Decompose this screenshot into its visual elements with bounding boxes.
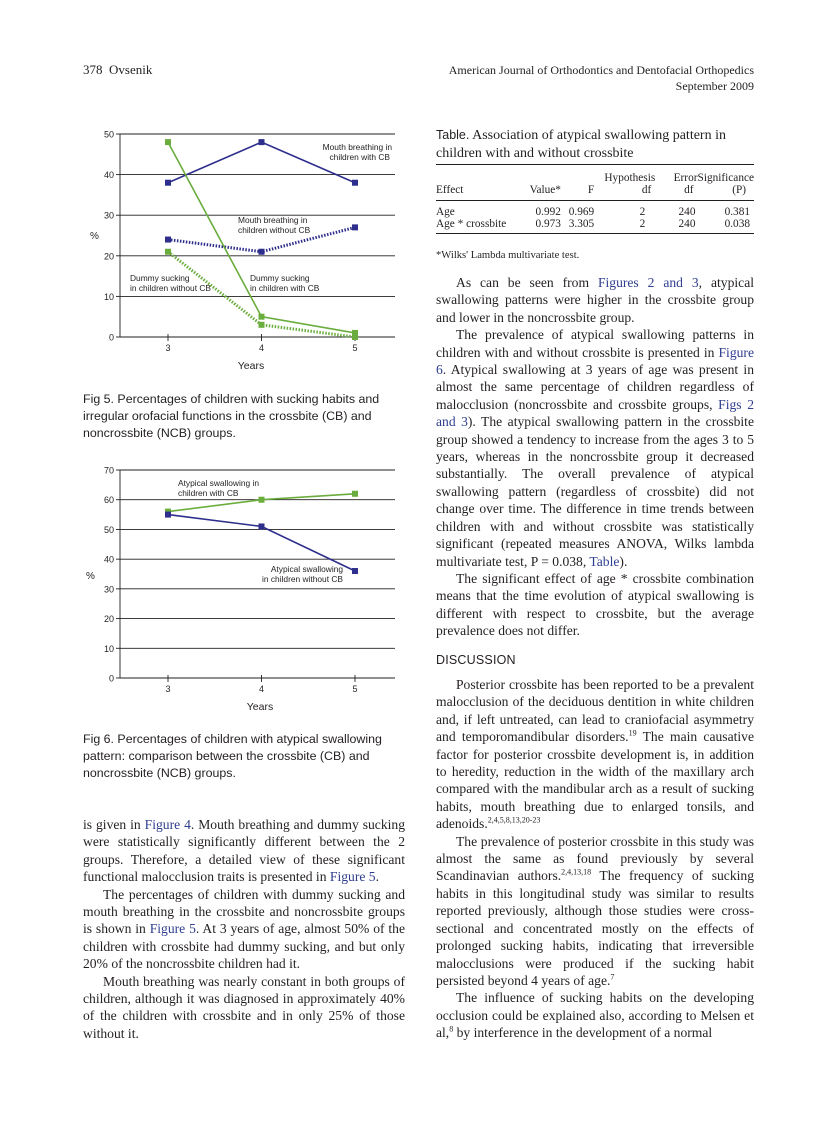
header-effect: Effect bbox=[436, 184, 511, 201]
statistics-table bbox=[436, 164, 754, 234]
figure-6-caption: Fig 6. Percentages of children with atypical swallowing pattern: comparison between the crossbite (CB) and noncrossbite (NCB) groups. bbox=[83, 732, 382, 780]
page-header-left bbox=[83, 62, 152, 78]
y-tick-label: 40 bbox=[103, 554, 114, 565]
data-point bbox=[165, 237, 171, 243]
header-error: Error bbox=[655, 165, 697, 185]
table-title bbox=[436, 126, 754, 163]
table-link[interactable]: Table bbox=[589, 553, 620, 569]
fig5-xlabel: Years bbox=[237, 360, 265, 372]
data-point bbox=[352, 491, 358, 497]
citation[interactable]: 7 bbox=[610, 972, 615, 982]
fig5-annotation: Mouth breathing in children with CB bbox=[322, 142, 392, 162]
fig6-annotation: Atypical swallowing in children with CB bbox=[178, 478, 259, 498]
journal-name: American Journal of Orthodontics and Dentofacial Orthopedics bbox=[448, 63, 754, 77]
data-point bbox=[352, 334, 358, 340]
fig5-annotations bbox=[130, 142, 392, 293]
y-tick-label: 20 bbox=[103, 251, 114, 262]
data-point bbox=[165, 180, 171, 186]
fig6-gridlines bbox=[104, 466, 395, 695]
data-point bbox=[259, 497, 265, 503]
figure-link[interactable]: Figure 5 bbox=[329, 869, 376, 885]
right-column-text bbox=[436, 274, 754, 640]
y-tick-label: 50 bbox=[103, 524, 114, 535]
x-tick-label: 3 bbox=[165, 684, 171, 694]
header-value: Value* bbox=[511, 184, 561, 201]
header-error-df: df bbox=[655, 184, 697, 201]
header-hypothesis-df: df bbox=[594, 184, 655, 201]
data-point bbox=[259, 322, 265, 328]
paragraph: is given in Figure 4. Mouth breathing and dummy sucking were statistically significantly different between the 2 groups. Therefore, a detailed view of these significant functional malocclusion traits is presented in Figure 5. bbox=[83, 817, 406, 885]
table-label: Table. bbox=[436, 128, 470, 142]
figure-link[interactable]: Figure 5 bbox=[149, 921, 196, 937]
data-point bbox=[352, 568, 358, 574]
y-tick-label: 30 bbox=[103, 584, 114, 595]
fig5-annotation: Dummy sucking in children with CB bbox=[250, 273, 320, 293]
table-row: Age * crossbite 0.973 3.305 2 240 0.038 bbox=[436, 218, 754, 234]
y-tick-label: 20 bbox=[103, 614, 114, 625]
data-point bbox=[165, 512, 171, 518]
figure-link[interactable]: Figure 6 bbox=[436, 344, 754, 378]
fig6-ylabel: % bbox=[86, 571, 95, 582]
left-column-text bbox=[83, 816, 405, 1042]
x-tick-label: 5 bbox=[352, 684, 358, 694]
y-tick-label: 0 bbox=[108, 673, 114, 684]
figure-link[interactable]: Figures 2 and 3 bbox=[597, 275, 699, 290]
y-tick-label: 10 bbox=[103, 291, 114, 302]
data-point bbox=[259, 139, 265, 145]
citation[interactable]: 2,4,13,18 bbox=[561, 867, 592, 877]
figure-5-caption: Fig 5. Percentages of children with sucking habits and irregular orofacial functions in the crossbite (CB) and noncrossbite (NCB) groups. bbox=[83, 392, 380, 440]
y-tick-label: 60 bbox=[103, 495, 114, 506]
series-line bbox=[168, 515, 355, 571]
paragraph: The prevalence of posterior crossbite in this study was almost the same as found previously by several Scandinavian authors.$^{2,4,13,18}$ The frequency of sucking habits in this longitudinal study was similar to results reported previously, although those studies were cross-sectional and concentrated mostly on the effects of prolonged sucking habits, indicating that irreversible malocclusions were produced if the sucking habit persisted beyond 4 years of age.$^7$ bbox=[436, 833, 754, 988]
paragraph: The prevalence of atypical swallowing patterns in children with and without crossbite is presented in Figure 6. Atypical swallowing at 3 years of age was present in almost the same percentage of children regardless of malocclusion (noncrossbite and crossbite groups, Figs 2 and 3). The atypical swallowing pattern in the crossbite group showed a tendency to increase from the ages 3 to 5 years, whereas in the noncrossbite group it decreased substantially. The overall prevalence of atypical swallowing pattern (regardless of crossbite) did not change over time. The difference in time trends between children with and without crossbite was statistically significant (repeated measures ANOVA, Wilks lambda multivariate test, P = 0.038, Table). bbox=[436, 327, 754, 569]
data-point bbox=[165, 249, 171, 255]
data-point bbox=[165, 139, 171, 145]
y-tick-label: 0 bbox=[108, 332, 114, 343]
table-row: Age 0.992 0.969 2 240 0.381 bbox=[436, 206, 750, 218]
data-point bbox=[352, 224, 358, 230]
fig5-series bbox=[165, 139, 358, 340]
paragraph: Mouth breathing was nearly constant in both groups of children, although it was diagnosed in approximately 40% of the children with crossbite and in only 25% of those without it. bbox=[83, 973, 405, 1041]
y-tick-label: 70 bbox=[103, 465, 114, 476]
data-point bbox=[259, 249, 265, 255]
header-hypothesis: Hypothesis bbox=[594, 165, 655, 185]
header-f: F bbox=[561, 184, 594, 201]
paragraph: Posterior crossbite has been reported to be a prevalent malocclusion of the deciduous dentition in white children and, if left untreated, can lead to craniofacial asymmetry and temporomandibular disorders.$^{19}$ The main causative factor for posterior crossbite development is, in addition to heredity, reduction in the width of the maxillary arch compared with the mandibular arch as a result of sucking habits, mouth breathing due to enlarged tonsils, and adenoids.$^{2,4,5,8,13,20-23}$ bbox=[436, 677, 754, 832]
figure-link[interactable]: Figure 4 bbox=[144, 817, 191, 832]
y-tick-label: 40 bbox=[103, 170, 114, 181]
paragraph: The percentages of children with dummy sucking and mouth breathing in the crossbite and noncrossbite groups is shown in Figure 5. At 3 years of age, almost 50% of the children with crossbite had dummy sucking, and but only 20% of the noncrossbite children had it. bbox=[83, 886, 405, 972]
x-tick-label: 3 bbox=[165, 343, 171, 353]
header-significance-p: (P) bbox=[697, 184, 754, 201]
x-tick-label: 4 bbox=[258, 684, 265, 694]
fig5-ylabel: % bbox=[90, 231, 99, 242]
y-tick-label: 50 bbox=[103, 129, 114, 140]
fig5-annotation: Dummy sucking in children without CB bbox=[130, 273, 211, 293]
running-author: Ovsenik bbox=[109, 62, 153, 77]
x-tick-label: 5 bbox=[352, 343, 358, 353]
citation[interactable]: 2,4,5,8,13,20-23 bbox=[487, 815, 541, 825]
data-point bbox=[259, 314, 265, 320]
x-tick-label: 4 bbox=[258, 343, 265, 353]
fig6-annotations bbox=[178, 478, 343, 584]
citation[interactable]: 19 bbox=[628, 728, 637, 738]
discussion-text bbox=[436, 676, 754, 1042]
fig5-gridlines bbox=[104, 130, 395, 354]
journal-issue: September 2009 bbox=[675, 79, 754, 93]
figure-link[interactable]: Figs 2 and 3 bbox=[436, 396, 754, 430]
y-tick-label: 30 bbox=[103, 210, 114, 221]
page-number: 378 bbox=[83, 62, 103, 77]
paragraph: The influence of sucking habits on the developing occlusion could be explained also, according to Melsen et al,$^8$ by interference in the development of a normal bbox=[436, 990, 754, 1041]
citation[interactable]: 8 bbox=[449, 1024, 454, 1034]
paragraph: The significant effect of age * crossbite combination means that the time evolution of atypical swallowing is different with respect to crossbite, but the average prevalence does not differ. bbox=[436, 570, 754, 639]
table-footnote: *Wilks' Lambda multivariate test. bbox=[436, 250, 580, 261]
paragraph: As can be seen from Figures 2 and 3, atypical swallowing patterns were higher in the crossbite group and lower in the noncrossbite group. bbox=[436, 275, 755, 325]
data-point bbox=[352, 180, 358, 186]
table-caption: Association of atypical swallowing pattern in children with and without crossbite bbox=[436, 128, 726, 161]
fig6-annotation: Atypical swallowing in children without CB bbox=[262, 564, 343, 584]
discussion-heading: DISCUSSION bbox=[436, 653, 516, 667]
y-tick-label: 10 bbox=[103, 643, 114, 654]
page-header-right bbox=[449, 62, 754, 94]
header-significance: Significance bbox=[697, 165, 754, 185]
fig6-series bbox=[165, 491, 358, 574]
figure-5-chart bbox=[80, 126, 410, 376]
fig5-annotation: Mouth breathing in children without CB bbox=[238, 215, 311, 235]
fig6-xlabel: Years bbox=[246, 701, 274, 713]
data-point bbox=[259, 523, 265, 529]
figure-6-chart bbox=[80, 462, 410, 717]
